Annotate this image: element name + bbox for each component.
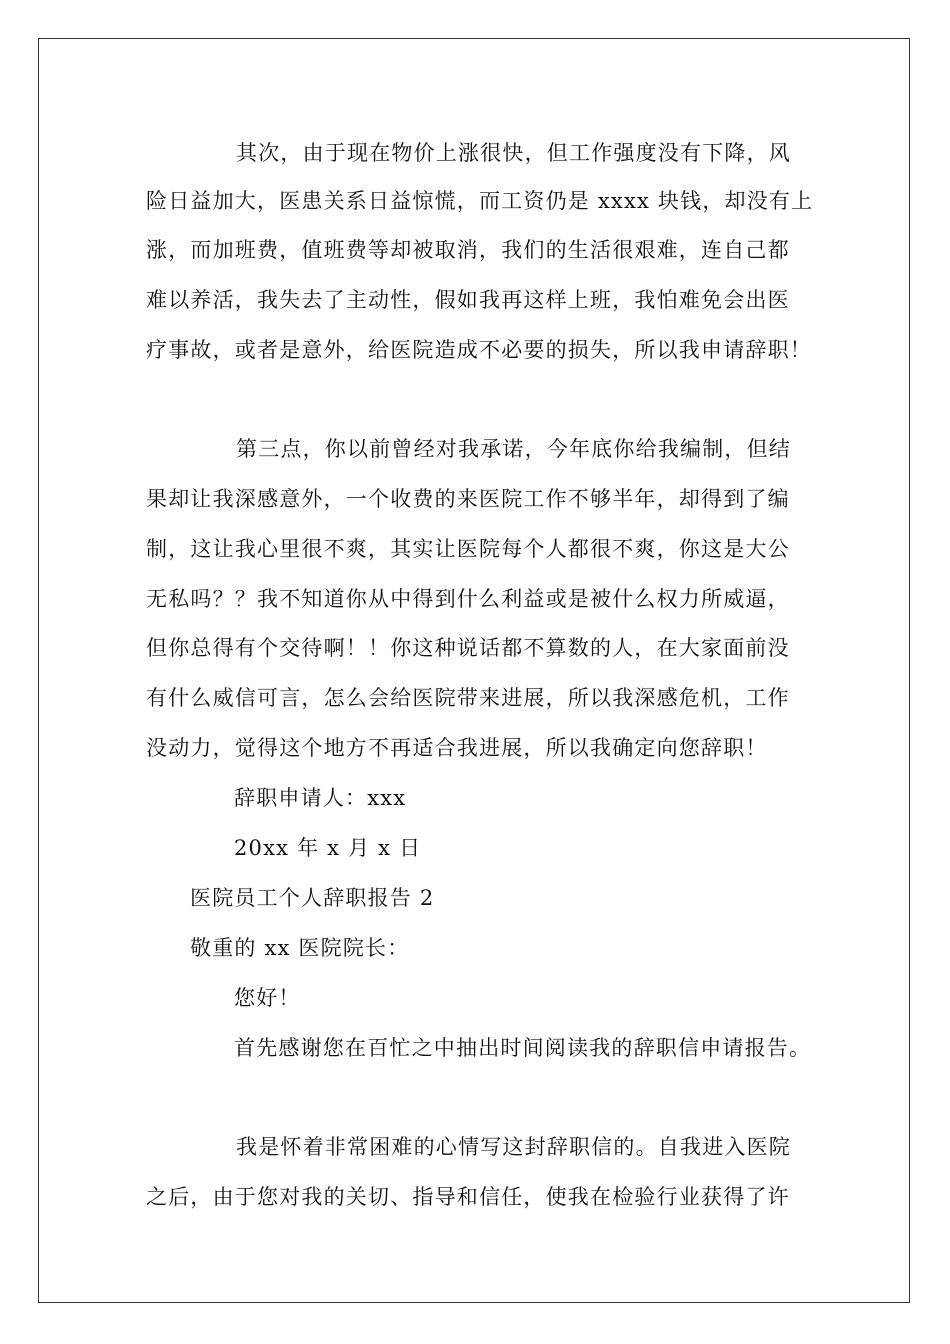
paragraph-2-line-6: 有什么威信可言，怎么会给医院带来进展，所以我深感危机，工作	[146, 686, 790, 710]
section-title: 医院员工个人辞职报告 2	[190, 886, 435, 910]
paragraph-1-line-5: 疗事故，或者是意外，给医院造成不必要的损失，所以我申请辞职！	[146, 338, 812, 362]
paragraph-1-line-4: 难以养活，我失去了主动性，假如我再这样上班，我怕难免会出医	[146, 288, 790, 312]
paragraph-1-line-3: 涨，而加班费，值班费等却被取消，我们的生活很艰难，连自己都	[146, 238, 790, 262]
greeting: 您好！	[234, 986, 301, 1010]
paragraph-2-line-4: 无私吗？？我不知道你从中得到什么利益或是被什么权力所威逼，	[146, 587, 790, 611]
paragraph-2-line-5: 但你总得有个交待啊！！你这种说话都不算数的人，在大家面前没	[146, 636, 790, 660]
paragraph-3-line-2: 之后，由于您对我的关切、指导和信任，使我在检验行业获得了许	[146, 1185, 790, 1209]
paragraph-1-line-2: 险日益加大，医患关系日益惊慌，而工资仍是 xxxx 块钱，却没有上	[146, 189, 814, 213]
salutation: 敬重的 xx 医院院长：	[190, 936, 410, 960]
paragraph-2-line-7: 没动力，觉得这个地方不再适合我进展，所以我确定向您辞职！	[146, 736, 768, 760]
page-border	[38, 38, 910, 1303]
paragraph-2-line-1: 第三点，你以前曾经对我承诺，今年底你给我编制，但结	[236, 437, 791, 461]
opening-sentence: 首先感谢您在百忙之中抽出时间阅读我的辞职信申请报告。	[234, 1036, 812, 1060]
paragraph-2-line-3: 制，这让我心里很不爽，其实让医院每个人都很不爽，你这是大公	[146, 537, 790, 561]
date-line: 20xx 年 x 月 x 日	[234, 836, 422, 860]
paragraph-2-line-2: 果却让我深感意外，一个收费的来医院工作不够半年，却得到了编	[146, 487, 790, 511]
signature-line: 辞职申请人：xxx	[234, 786, 407, 810]
paragraph-3-line-1: 我是怀着非常困难的心情写这封辞职信的。自我进入医院	[236, 1135, 791, 1159]
paragraph-1-line-1: 其次，由于现在物价上涨很快，但工作强度没有下降，风	[236, 141, 791, 165]
